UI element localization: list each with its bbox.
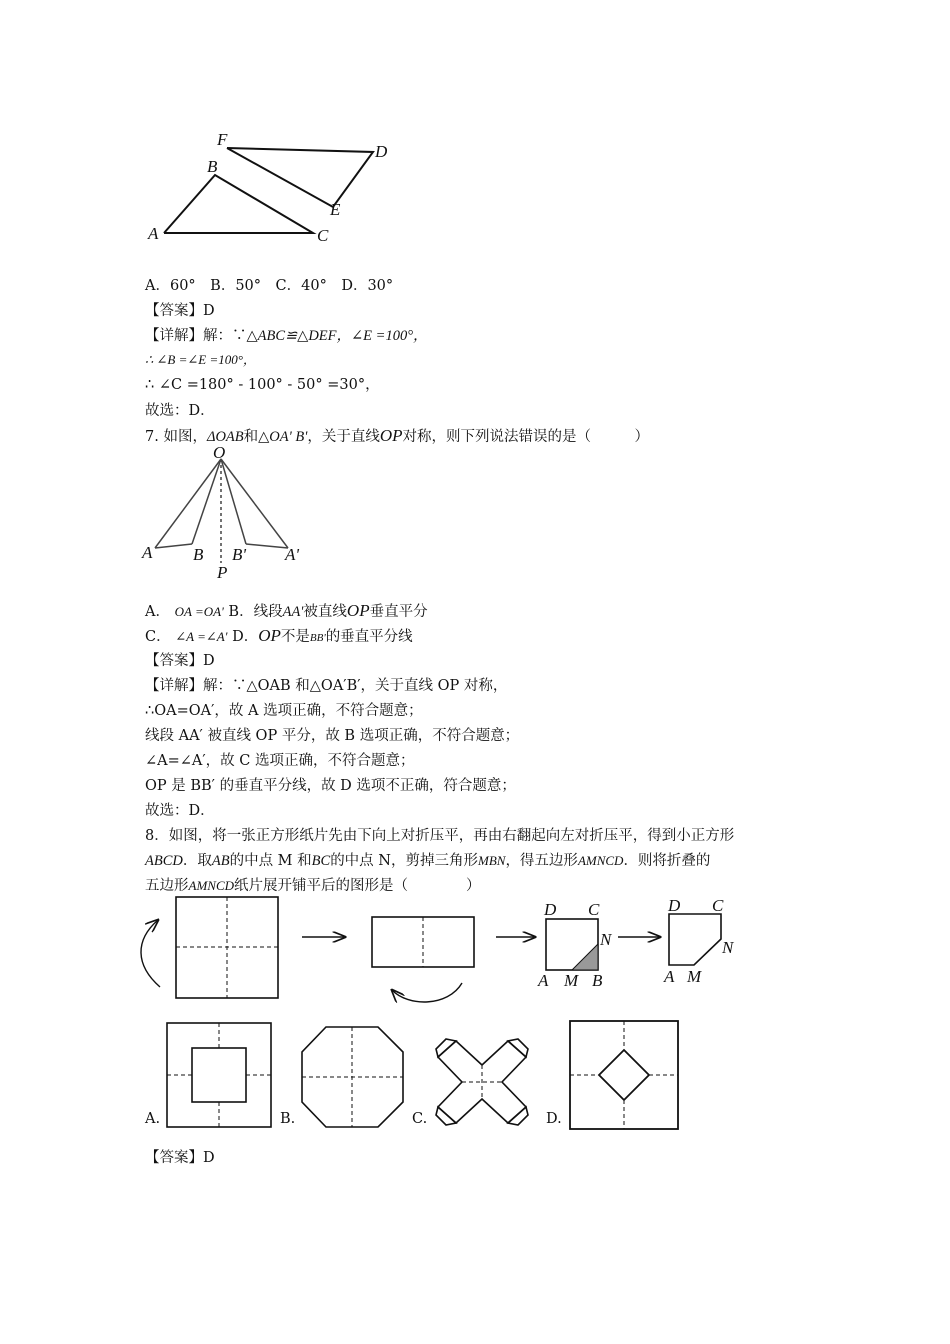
label-F: F	[217, 130, 228, 149]
q7-options-ab	[145, 601, 428, 622]
label-B-prime: B'	[232, 545, 247, 564]
pentagon-amncd	[669, 914, 721, 965]
q7-optB-label: B．线段	[223, 604, 283, 620]
q7-optD-math2: BB'	[309, 632, 326, 644]
label-D: D	[375, 142, 388, 161]
q8-t3: 的中点 N，剪掉三角形	[330, 853, 478, 869]
q8-t1: ．取	[182, 853, 212, 869]
choice-d-label: D.	[546, 1111, 562, 1127]
q6-detail	[145, 326, 428, 346]
q7-answer: 【答案】D	[145, 653, 215, 669]
label-B: B	[207, 157, 218, 176]
q8-m-mbn: MBN	[477, 853, 506, 868]
figure-folding-process	[130, 895, 770, 1005]
label-A: A	[142, 543, 153, 562]
q7-optD-end: 的垂直平分线	[325, 629, 413, 645]
q6-detail-prefix: 【详解】解：∵	[145, 328, 247, 344]
label-M-2: M	[687, 967, 702, 986]
q7-line-op: OP	[379, 426, 403, 445]
label-D: D	[544, 900, 557, 919]
label-C: C	[588, 900, 600, 919]
q6-line3: ∴ ∠C =180° - 100° - 50° =30°，	[145, 377, 380, 393]
choice-a-label: A.	[145, 1111, 161, 1127]
label-A-prime: A'	[285, 545, 300, 564]
q8-stem-line1: 8．如图，将一张正方形纸片先由下向上对折压平，再由右翻起向左对折压平，得到小正方形	[145, 828, 735, 844]
q7-detail-2: ∴OA=OA′，故 A 选项正确，不符合题意；	[145, 703, 423, 719]
label-A-2: A	[664, 967, 675, 986]
q8-t7: 纸片展开铺平后的图形是（ ）	[234, 878, 481, 894]
q7-optB-math: AA'	[282, 604, 304, 620]
label-B: B	[193, 545, 204, 564]
q7-conclusion: 故选：D．	[145, 803, 215, 819]
q7-stem-end: 对称，则下列说法错误的是（ ）	[402, 429, 649, 445]
q7-detail-1: 【详解】解：∵△OAB 和△OA′B′，关于直线 OP 对称，	[145, 678, 508, 694]
choice-b-label: B.	[280, 1111, 296, 1127]
q7-optD-mid: 不是	[280, 629, 310, 645]
label-O: O	[213, 443, 226, 462]
triangle-mbn-shaded	[572, 944, 598, 970]
fold-left-arrow	[392, 983, 462, 1002]
label-B: B	[592, 971, 603, 990]
q6-options: A．60° B．50° C．40° D．30°	[145, 278, 394, 294]
q8-m-amncd: AMNCD	[577, 853, 624, 868]
figure-choice-c	[432, 1035, 532, 1130]
q8-answer: 【答案】D	[145, 1150, 215, 1166]
q7-optA-math: OA =OA'	[174, 604, 224, 619]
figure-choice-b	[300, 1025, 406, 1131]
label-D-2: D	[668, 896, 681, 915]
label-A: A	[538, 971, 549, 990]
q8-t4: ，得五边形	[505, 853, 578, 869]
q7-optB-end: 垂直平分	[369, 604, 428, 620]
label-N: N	[600, 930, 612, 949]
fold-up-arrow	[141, 920, 160, 987]
q8-m-bc: BC	[311, 853, 331, 869]
q8-stem-line3	[145, 876, 481, 896]
label-N-2: N	[722, 938, 734, 957]
label-C: C	[317, 226, 329, 245]
label-C-2: C	[712, 896, 724, 915]
label-M: M	[564, 971, 579, 990]
q7-detail-5: OP 是 BB′ 的垂直平分线，故 D 选项不正确，符合题意；	[145, 778, 516, 794]
q6-conclusion: 故选：D．	[145, 403, 215, 419]
q7-optD-label: D．	[227, 629, 259, 645]
q7-tri1: ΔOAB	[206, 429, 244, 445]
choice-c-label: C.	[412, 1111, 428, 1127]
q6-answer: 【答案】D	[145, 303, 215, 319]
q7-and: 和	[243, 429, 259, 445]
q7-stem-mid: ，关于直线	[307, 429, 380, 445]
q8-m-amncd-2: AMNCD	[188, 878, 234, 893]
q7-tri2: △OA' B'	[258, 429, 308, 445]
q7-detail-3: 线段 AA′ 被直线 OP 平分，故 B 选项正确，不符合题意；	[145, 728, 520, 744]
q6-detail-math: △ABC≌△DEF，∠E =100°，	[246, 328, 428, 344]
figure-symmetric-triangles	[140, 445, 320, 580]
label-A: A	[148, 224, 159, 243]
q7-optC-label: C．	[145, 629, 171, 645]
figure-choice-d	[568, 1019, 680, 1131]
q7-optB-mid: 被直线	[303, 604, 347, 620]
q7-stem-prefix: 7. 如图，	[145, 429, 207, 445]
q7-options-cd	[145, 626, 413, 648]
label-E: E	[330, 200, 341, 219]
q8-t5: ．则将折叠的	[623, 853, 711, 869]
q7-optD-math: OP	[258, 626, 281, 645]
q7-detail-4: ∠A=∠A′，故 C 选项正确，不符合题意；	[145, 753, 415, 769]
label-P: P	[217, 563, 228, 582]
q7-optB-math2: OP	[346, 601, 370, 620]
q8-t6: 五边形	[145, 878, 189, 894]
q6-line2: ∴ ∠B =∠E =100°，	[145, 352, 256, 367]
triangle-def	[227, 148, 373, 207]
q8-m-ab: AB	[211, 853, 230, 869]
q8-t2: 的中点 M 和	[229, 853, 312, 869]
q8-stem-line2	[145, 851, 710, 871]
figure-choice-a	[165, 1021, 275, 1131]
q7-optC-math: ∠A =∠A'	[175, 629, 228, 644]
q8-m-abcd: ABCD	[145, 853, 183, 869]
figure-triangles-abc-def	[140, 125, 410, 250]
q7-optA-label: A．	[145, 604, 170, 620]
